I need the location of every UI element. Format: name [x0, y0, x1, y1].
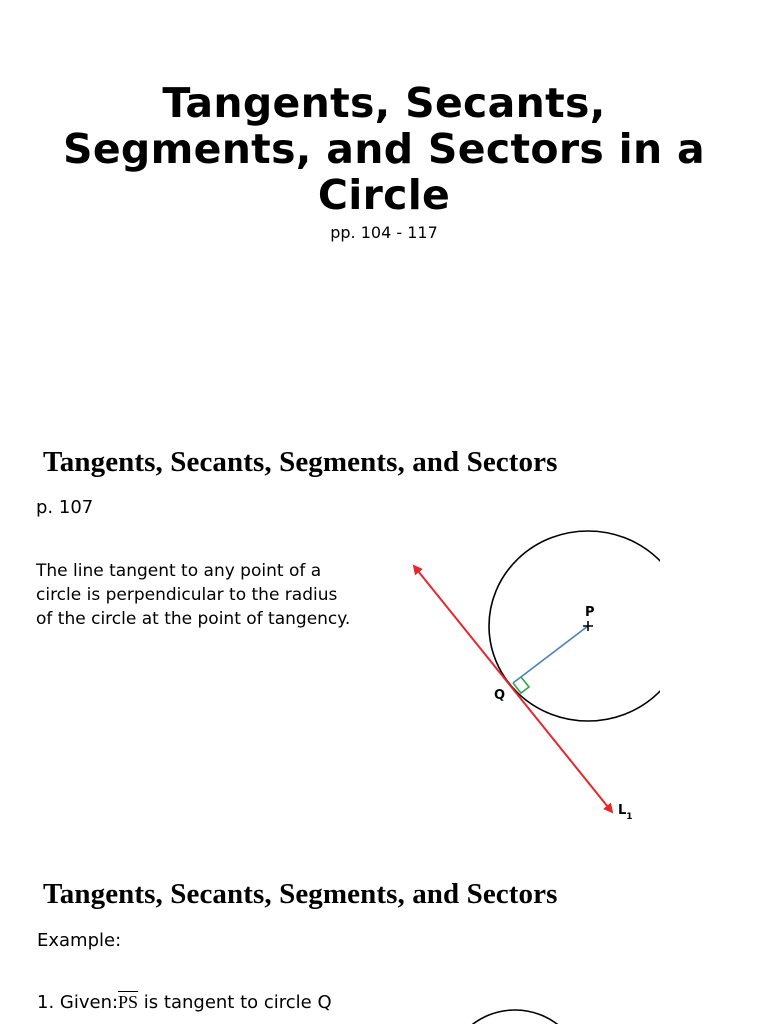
presentation-title: [0, 80, 768, 218]
line-label: [618, 803, 633, 822]
radius-segment: [513, 626, 588, 683]
title-line-3: Circle: [317, 171, 451, 219]
slide-heading: Tangents, Secants, Segments, and Sectors: [43, 446, 558, 478]
theorem-line-3: of the circle at the point of tangency.: [36, 609, 351, 629]
page-reference: p. 107: [36, 497, 94, 518]
example-label: Example:: [37, 930, 122, 951]
tangent-point-label: Q: [494, 688, 506, 703]
title-slide: [0, 0, 768, 400]
segment-label: $\overline{PS}$: [118, 992, 139, 1012]
title-line-2: Segments, and Sectors in a: [62, 125, 706, 173]
theorem-line-1: The line tangent to any point of a: [36, 561, 322, 581]
page-range: pp. 104 - 117: [330, 223, 438, 242]
title-line-1: Tangents, Secants,: [162, 79, 606, 127]
tangent-diagram: [400, 520, 660, 840]
example-circle-diagram: [430, 980, 610, 1024]
theorem-line-2: circle is perpendicular to the radius: [36, 585, 338, 605]
theorem-slide: [0, 420, 768, 850]
slide-heading: Tangents, Secants, Segments, and Sectors: [43, 878, 558, 910]
example-question: [37, 992, 332, 1013]
question-prefix: 1. Given:: [37, 992, 119, 1013]
line-label-main: L: [618, 803, 627, 818]
tangent-line: [414, 566, 612, 812]
center-label: P: [585, 605, 595, 620]
example-slide: [0, 860, 768, 1024]
example-circle-shape: [445, 1010, 585, 1024]
line-label-subscript: 1: [626, 812, 633, 822]
theorem-text: [36, 559, 396, 631]
question-suffix: is tangent to circle Q: [138, 992, 332, 1013]
